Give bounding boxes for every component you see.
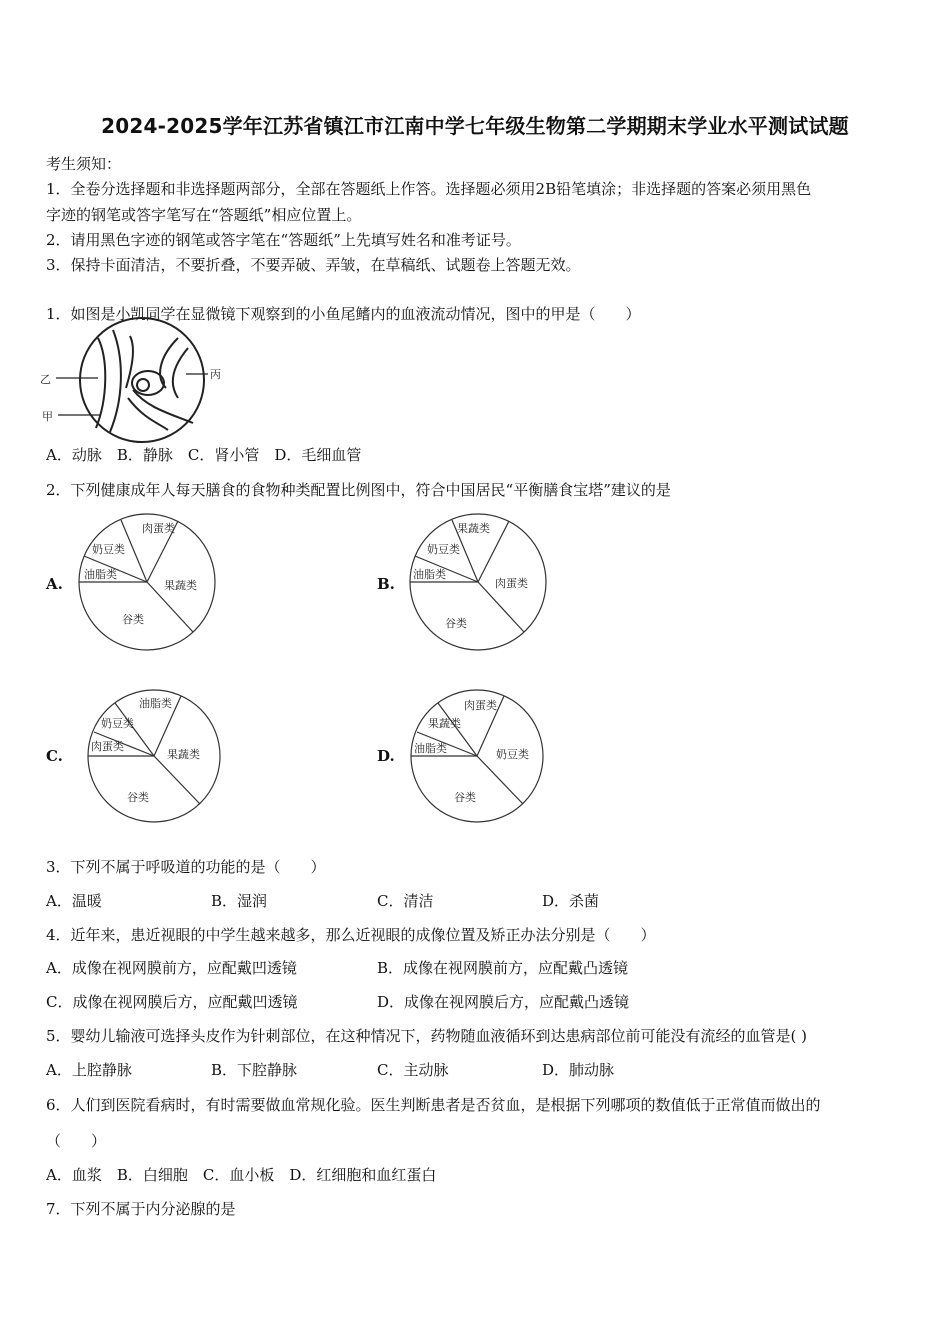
q1-stem: 1．如图是小凯同学在显微镜下观察到的小鱼尾鳍内的血液流动情况，图中的甲是（ ）	[46, 305, 641, 323]
fish-tail-microscope-figure	[38, 328, 221, 433]
pie-b-label-2: 油脂类	[413, 568, 446, 581]
q5-option-b: B．下腔静脉	[211, 1061, 298, 1079]
q2-pie-d	[408, 687, 546, 825]
q3-option-d: D．杀菌	[542, 892, 600, 910]
q2-pie-c	[85, 687, 223, 825]
pie-a-label-1: 奶豆类	[92, 543, 125, 556]
notice-line-4: 3．保持卡面清洁，不要折叠，不要弄破、弄皱，在草稿纸、试题卷上答题无效。	[46, 256, 581, 274]
q3-option-a: A．温暖	[46, 892, 102, 910]
pie-b-label-1: 奶豆类	[427, 543, 460, 556]
notice-line-3: 2．请用黑色字迹的钢笔或答字笔在“答题纸”上先填写姓名和准考证号。	[46, 231, 521, 249]
q5-option-a: A．上腔静脉	[46, 1061, 132, 1079]
q2-option-d-label: D.	[377, 747, 395, 765]
pie-a-label-4: 谷类	[122, 613, 144, 626]
label-yi: 乙	[40, 373, 51, 386]
pie-b-label-0: 果蔬类	[457, 522, 490, 535]
q2-stem: 2．下列健康成年人每天膳食的食物种类配置比例图中，符合中国居民“平衡膳食宝塔”建议的是	[46, 481, 671, 499]
q2-pie-b	[407, 511, 549, 653]
q3-stem: 3．下列不属于呼吸道的功能的是（ ）	[46, 858, 326, 876]
label-jia: 甲	[42, 410, 53, 423]
q6-options: A．血浆 B．白细胞 C．血小板 D．红细胞和血红蛋白	[46, 1166, 437, 1184]
q1-options: A．动脉 B．静脉 C．肾小管 D．毛细血管	[46, 446, 362, 464]
pie-d-label-1: 果蔬类	[428, 717, 461, 730]
notice-line-1: 1．全卷分选择题和非选择题两部分，全部在答题纸上作答。选择题必须用2B铅笔填涂；非选择题的答案必须用黑色	[46, 180, 812, 198]
pie-c-label-2: 肉蛋类	[91, 740, 124, 753]
q2-option-c-label: C.	[46, 747, 63, 765]
pie-d-label-2: 油脂类	[414, 742, 447, 755]
q4-option-d: D．成像在视网膜后方，应配戴凸透镜	[377, 993, 630, 1011]
pie-a-label-3: 果蔬类	[164, 579, 197, 592]
q6-stem-paren: （ ）	[46, 1132, 107, 1150]
notice-heading: 考生须知：	[46, 155, 122, 173]
q5-option-d: D．肺动脉	[542, 1061, 615, 1079]
q4-option-b: B．成像在视网膜前方，应配戴凸透镜	[377, 959, 629, 977]
q3-option-b: B．湿润	[211, 892, 268, 910]
notice-line-2: 字迹的钢笔或答字笔写在“答题纸”相应位置上。	[46, 206, 362, 224]
q2-option-b-label: B.	[377, 575, 395, 593]
q2-option-a-label: A.	[46, 575, 63, 593]
pie-c-label-3: 果蔬类	[167, 748, 200, 761]
pie-b-label-3: 肉蛋类	[495, 577, 528, 590]
q4-option-c: C．成像在视网膜后方，应配戴凹透镜	[46, 993, 298, 1011]
q3-option-c: C．清洁	[377, 892, 434, 910]
q4-stem: 4．近年来，患近视眼的中学生越来越多，那么近视眼的成像位置及矫正办法分别是（ ）	[46, 926, 656, 944]
pie-d-label-3: 奶豆类	[496, 748, 529, 761]
pie-a-label-0: 肉蛋类	[142, 522, 175, 535]
pie-d-label-0: 肉蛋类	[464, 699, 497, 712]
pie-c-label-0: 油脂类	[139, 697, 172, 710]
pie-b-label-4: 谷类	[445, 617, 467, 630]
q6-stem: 6．人们到医院看病时，有时需要做血常规化验。医生判断患者是否贫血，是根据下列哪项的数值低于正常值而做出的	[46, 1096, 821, 1114]
page-title: 2024-2025学年江苏省镇江市江南中学七年级生物第二学期期末学业水平测试试题	[101, 114, 849, 138]
pie-a-label-2: 油脂类	[84, 568, 117, 581]
pie-c-label-1: 奶豆类	[101, 717, 134, 730]
q5-stem: 5．婴幼儿输液可选择头皮作为针刺部位，在这种情况下，药物随血液循环到达患病部位前可能没有流经的血管是( )	[46, 1027, 808, 1045]
pie-d-label-4: 谷类	[454, 791, 476, 804]
label-bing: 丙	[210, 368, 221, 381]
pie-c-label-4: 谷类	[127, 791, 149, 804]
q2-pie-a	[76, 511, 218, 653]
q4-option-a: A．成像在视网膜前方，应配戴凹透镜	[46, 959, 297, 977]
q7-stem: 7．下列不属于内分泌腺的是	[46, 1200, 236, 1218]
q5-option-c: C．主动脉	[377, 1061, 449, 1079]
